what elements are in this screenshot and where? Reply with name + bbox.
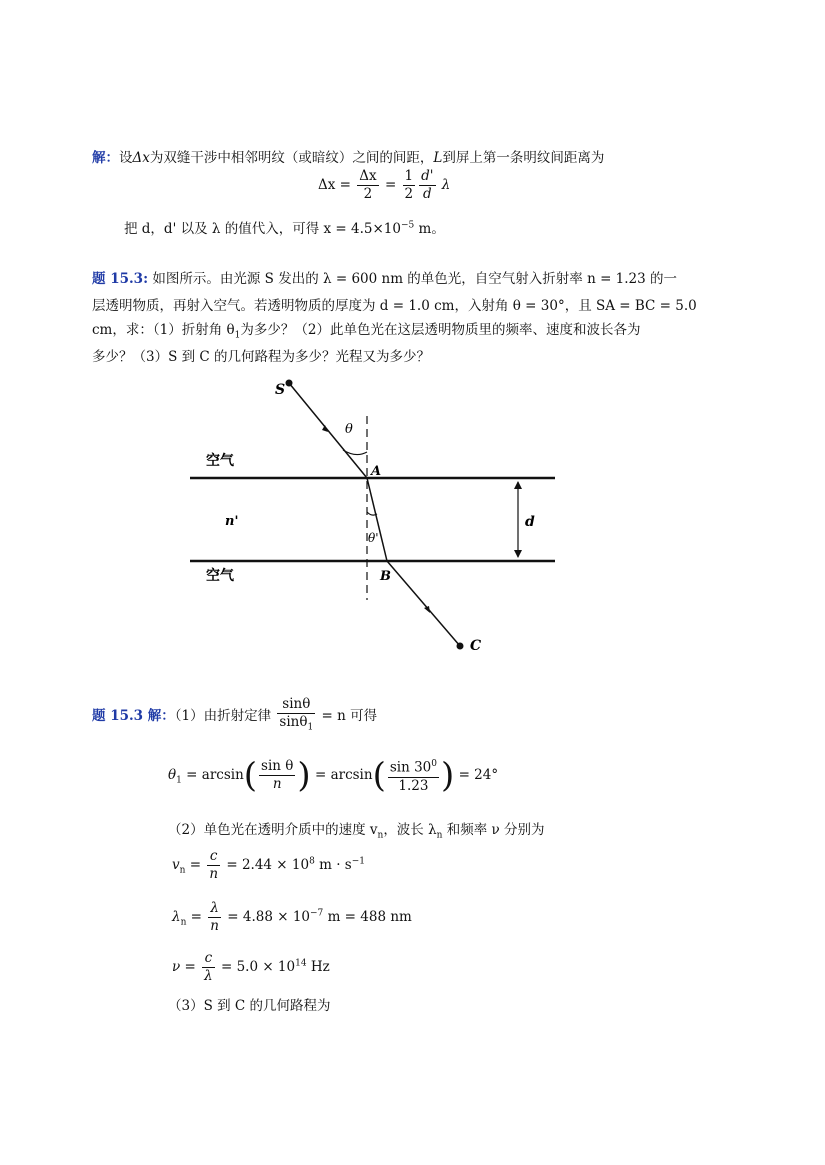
prev-frac-3: [419, 168, 435, 203]
eq-l-unit: m = 488 nm: [323, 909, 412, 925]
prev-frac-1-den: 2: [363, 186, 373, 202]
prev-delta-x: Δx: [132, 150, 150, 166]
prev-text-c: 到屏上第一条明纹间距离为: [442, 150, 605, 166]
prev-text-b: 为双缝干涉中相邻明纹（或暗纹）之间的间距，: [149, 150, 434, 166]
solution-part1-tail: = n 可得: [321, 707, 378, 724]
part2-intro: （2）单色光在透明介质中的速度 v: [168, 822, 378, 838]
label-B: B: [380, 569, 391, 584]
part2-sub-n: n: [377, 830, 384, 841]
prev-substitution-line: [124, 217, 445, 237]
eq1-lhs-sub: 1: [176, 775, 182, 786]
label-theta1: θ': [368, 531, 379, 545]
label-C: C: [470, 638, 482, 654]
equation-velocity: $v_n$ = $\frac{c}{n}$ = $2.44 \times 10^8$ $m \cdot s^{-1}$: [172, 848, 365, 882]
problem-label: 题 15.3:: [92, 271, 149, 287]
prev-frac-3-num: d': [421, 168, 434, 184]
eq-l-lhs-sub: n: [180, 917, 187, 928]
solution-part3-line: （3）S 到 C 的几何路程为: [168, 998, 331, 1014]
problem-text-3: cm，求：（1）折射角 θ: [92, 322, 235, 338]
eq-v-lhs-sub: n: [179, 865, 186, 876]
prev-solution-label: 解：: [92, 150, 119, 166]
eq1-mid: = arcsin: [186, 766, 244, 783]
eq-f-rhs: = 5.0 × 10: [220, 959, 296, 975]
part2-mid: ，波长 λ: [383, 822, 437, 838]
prev-frac-1-num: Δx: [359, 168, 377, 184]
part2-tail: 和频率 ν 分别为: [442, 822, 545, 838]
eq-l-frac: [208, 900, 221, 935]
eq-v-num: c: [207, 848, 220, 866]
prev-line2: 把 d，d' 以及 λ 的值代入，可得 x = 4.5×10: [124, 221, 401, 237]
eq1-frac-1-num: sin θ: [261, 757, 294, 774]
snell-fraction: [277, 696, 315, 737]
eq1-result: = 24°: [458, 766, 499, 783]
label-air-bottom: 空气: [206, 568, 234, 584]
d-arrow-top: [514, 481, 522, 489]
ray-BC: [387, 561, 460, 646]
problem-text-3-sub: 1: [234, 330, 241, 341]
eq-l-num: λ: [208, 900, 221, 918]
problem-line-2: 层透明物质，再射入空气。若透明物质的厚度为 d = 1.0 cm，入射角 θ = 30°，且 SA = BC = 5.0: [92, 298, 697, 314]
eq-v-den: n: [209, 866, 219, 882]
eq-l-rhs: = 4.88 × 10: [227, 909, 310, 925]
solution-part1-line: [92, 696, 377, 737]
prev-frac-2-den: 2: [404, 186, 414, 202]
prev-equation: Δx = $\frac{\Delta x}{2}$ = $\frac{1}{2}$ $\frac{d'}{d}$ λ: [318, 168, 451, 202]
eq-f-den: λ: [204, 968, 213, 984]
solution-label: 题 15.3 解：: [92, 707, 175, 724]
prev-L: L: [433, 150, 443, 166]
eq-v-exp: 8: [309, 856, 315, 867]
label-n: n': [225, 514, 239, 529]
prev-eq-lambda: λ: [441, 177, 451, 193]
eq-f-num: c: [202, 950, 215, 968]
prev-text-a: 设: [119, 150, 133, 166]
prev-frac-3-den: d: [422, 186, 432, 202]
equation-theta1: $\theta_1 = \arcsin$( $\frac{\text{sin θ}}{n}$ ) = arcsin( $\frac{\sin 30^0}{1.23}$ ) = 24°: [168, 755, 499, 796]
eq-f-exp: 14: [295, 958, 307, 969]
prev-solution-line: [92, 146, 604, 166]
eq-f-frac: [202, 950, 215, 985]
refraction-diagram: [180, 378, 560, 658]
eq1-lhs: θ: [168, 766, 177, 783]
eq1-mid2: = arcsin: [314, 766, 373, 783]
eq-l-den: n: [210, 918, 219, 934]
prev-line2-tail: m。: [414, 221, 445, 237]
eq1-frac-2-den: 1.23: [398, 777, 429, 794]
label-air-top: 空气: [206, 453, 234, 469]
eq-v-lhs: v: [172, 857, 180, 873]
solution-part2-line: [168, 818, 545, 841]
snell-den: sinθ: [279, 714, 308, 730]
part2-sub-n2: n: [436, 830, 443, 841]
eq-f-unit: Hz: [306, 959, 330, 975]
point-C-dot: [457, 643, 464, 650]
problem-line-3: [92, 318, 640, 341]
eq-f-lhs: ν =: [172, 959, 196, 975]
snell-num: sinθ: [277, 696, 315, 714]
eq-l-lhs: λ: [172, 909, 181, 925]
eq1-frac-1: [259, 758, 295, 793]
eq1-frac-2-num: sin 30: [389, 759, 432, 776]
eq-v-unit: m · s: [314, 857, 352, 873]
label-S: S: [275, 382, 286, 398]
label-theta: θ: [345, 422, 353, 437]
eq1-frac-2: [388, 756, 439, 795]
solution-part1-intro: （1）由折射定律: [174, 707, 272, 724]
equation-frequency: [172, 950, 330, 985]
eq1-frac-2-num-sup: 0: [431, 759, 437, 769]
eq-v-unit-exp: −1: [351, 856, 365, 867]
ray-AB: [367, 478, 387, 561]
ray-BC-arrow: [424, 606, 430, 613]
problem-text-1: 如图所示。由光源 S 发出的 λ = 600 nm 的单色光，自空气射入折射率 n = 1.23 的一: [152, 271, 678, 287]
prev-frac-2: [403, 168, 416, 203]
eq1-frac-1-den: n: [272, 775, 282, 792]
problem-line-1: [92, 267, 677, 287]
prev-frac-1: [357, 168, 378, 203]
equation-wavelength: $\lambda_n$ = $\frac{\lambda}{n}$ = $4.88 \times 10^{-7}$ m = 488 nm: [172, 900, 412, 934]
ray-SA: [289, 383, 367, 478]
problem-line-4: 多少？（3）S 到 C 的几何路程为多少？光程又为多少？: [92, 349, 431, 365]
label-d: d: [525, 514, 535, 530]
eq-v-rhs: = 2.44 × 10: [226, 857, 310, 873]
eq-v-frac: [207, 848, 220, 883]
problem-text-3-tail: 为多少？（2）此单色光在这层透明物质里的频率、速度和波长各为: [240, 322, 641, 338]
prev-eq-lhs: Δx =: [318, 177, 351, 193]
snell-den-sub: 1: [307, 722, 314, 733]
eq-l-exp: −7: [310, 908, 324, 919]
label-A: A: [371, 464, 382, 479]
prev-line2-exp: −5: [400, 220, 415, 231]
prev-frac-2-num: 1: [404, 168, 414, 184]
d-arrow-bottom: [514, 550, 522, 558]
